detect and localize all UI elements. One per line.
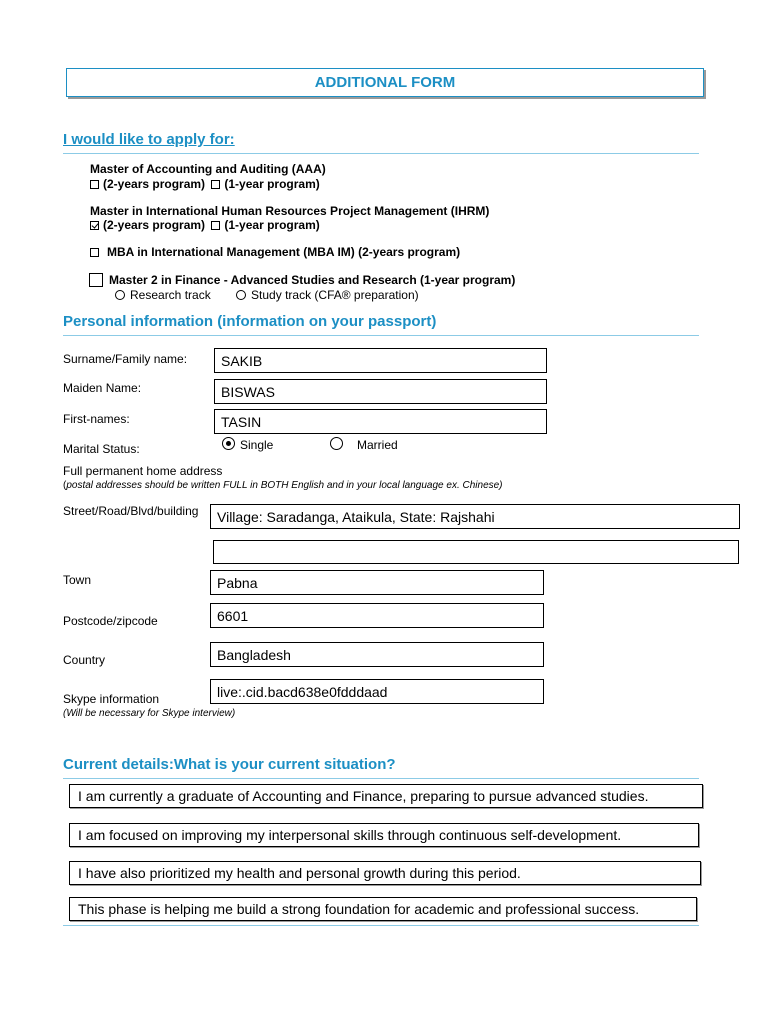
married-label: Married [357, 438, 398, 452]
address-note-paren: ( [63, 480, 67, 491]
single-radio[interactable] [222, 437, 235, 450]
maiden-name-label: Maiden Name: [63, 381, 142, 395]
ihrm-2year-checkbox[interactable] [90, 221, 99, 230]
ihrm-1year-label: (1-year program) [224, 218, 320, 232]
finance-checkbox[interactable] [89, 273, 103, 287]
ihrm-2year-label: (2-years program) [103, 218, 206, 232]
aaa-2year-checkbox[interactable] [90, 180, 99, 189]
single-label: Single [240, 438, 274, 452]
aaa-1year-label: (1-year program) [224, 177, 320, 191]
current-section-heading: Current details:What is your current situation? [63, 756, 699, 779]
aaa-2year-label: (2-years program) [103, 177, 206, 191]
form-title [66, 68, 704, 97]
research-track-label: Research track [130, 288, 211, 302]
country-label: Country [63, 653, 106, 667]
address-label: Full permanent home address [63, 464, 223, 478]
postcode-label: Postcode/zipcode [63, 614, 158, 628]
town-field[interactable]: Pabna [210, 570, 544, 595]
finance-tracks [115, 288, 419, 302]
first-names-label: First-names: [63, 412, 130, 426]
study-track-radio[interactable] [236, 290, 246, 300]
mba-label: MBA in International Management (MBA IM) (2-years program) [107, 245, 461, 259]
current-detail-line-1[interactable]: I am currently a graduate of Accounting and Finance, preparing to pursue advanced studies. [69, 784, 703, 808]
finance-label: Master 2 in Finance - Advanced Studies and Research (1-year program) [109, 273, 516, 287]
skype-note: (Will be necessary for Skype interview) [63, 708, 236, 719]
ihrm-1year-checkbox[interactable] [211, 221, 220, 230]
bottom-divider [63, 925, 699, 926]
postcode-field[interactable]: 6601 [210, 603, 544, 628]
marital-single-option [222, 437, 273, 452]
maiden-name-field[interactable]: BISWAS [214, 379, 547, 404]
program-ihrm-options [90, 218, 320, 232]
current-detail-line-3[interactable]: I have also prioritized my health and personal growth during this period. [69, 861, 701, 885]
program-finance-row [89, 273, 515, 287]
current-detail-line-2[interactable]: I am focused on improving my interpersonal skills through continuous self-development. [69, 823, 699, 847]
program-mba-row [90, 245, 460, 259]
program-aaa-options [90, 177, 320, 191]
address-note [63, 480, 503, 491]
country-field[interactable]: Bangladesh [210, 642, 544, 667]
research-track-radio[interactable] [115, 290, 125, 300]
surname-field[interactable]: SAKIB [214, 348, 547, 373]
form-title-text: ADDITIONAL FORM [314, 74, 456, 91]
skype-field[interactable]: live:.cid.bacd638e0fdddaad [210, 679, 544, 704]
marital-married-option [330, 437, 398, 452]
first-names-field[interactable]: TASIN [214, 409, 547, 434]
current-detail-line-4[interactable]: This phase is helping me build a strong foundation for academic and professional success. [69, 897, 697, 921]
street-label: Street/Road/Blvd/building [63, 504, 199, 518]
mba-checkbox[interactable] [90, 248, 99, 257]
street-field[interactable]: Village: Saradanga, Ataikula, State: Rajshahi [210, 504, 740, 529]
town-label: Town [63, 573, 92, 587]
marital-status-label: Marital Status: [63, 442, 140, 456]
married-radio[interactable] [330, 437, 343, 450]
aaa-1year-checkbox[interactable] [211, 180, 220, 189]
study-track-label: Study track (CFA® preparation) [251, 288, 419, 302]
personal-section-heading: Personal information (information on your passport) [63, 313, 699, 336]
program-ihrm-title: Master in International Human Resources Project Management (IHRM) [90, 204, 490, 218]
apply-section-heading: I would like to apply for: [63, 131, 699, 154]
skype-label: Skype information [63, 692, 160, 706]
surname-label: Surname/Family name: [63, 352, 188, 366]
address-note-text: postal addresses should be written FULL in BOTH English and in your local language ex. Chinese) [66, 480, 503, 491]
program-aaa-title: Master of Accounting and Auditing (AAA) [90, 162, 326, 176]
street-field-line-2[interactable] [213, 540, 739, 564]
